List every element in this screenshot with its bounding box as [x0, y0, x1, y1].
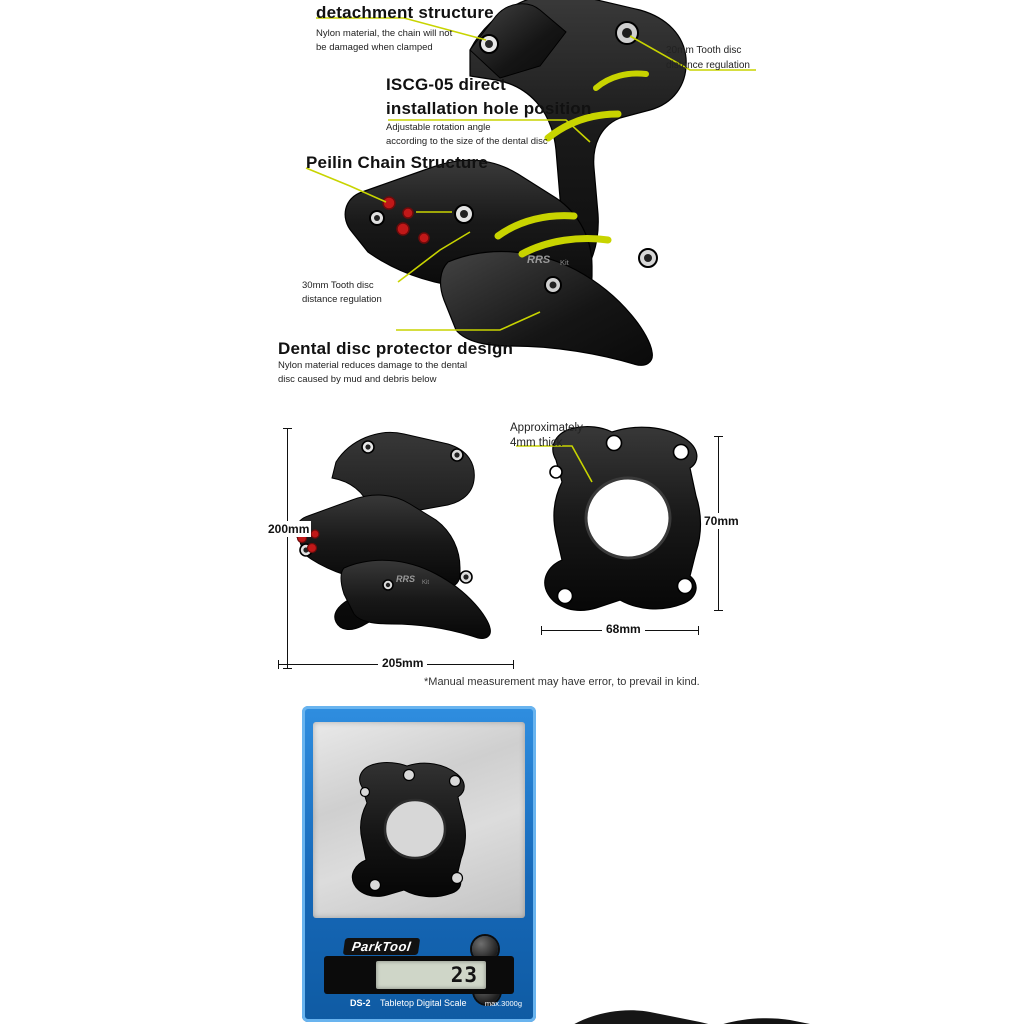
scale-reading: 23 — [450, 963, 478, 987]
callout-iscg-desc-1: Adjustable rotation angle — [386, 122, 491, 133]
part-logo: RRS — [527, 254, 551, 266]
callout-tooth20-line1: 20mm Tooth disc — [666, 45, 742, 56]
callout-iscg-line1: ISCG-05 direct — [386, 75, 506, 94]
scale-footer — [302, 998, 536, 1016]
scale-brand-label: ParkTool — [343, 938, 421, 955]
callout-protector-desc-2: disc caused by mud and debris below — [278, 374, 437, 385]
section2-artwork — [0, 410, 1024, 690]
scale-model: DS-2 — [350, 998, 371, 1008]
guard-side-view — [296, 432, 491, 638]
dimension-70mm-label: 70mm — [704, 514, 739, 528]
scale-lcd-window — [376, 961, 486, 989]
callout-protector-desc-1: Nylon material reduces damage to the dental — [278, 360, 468, 371]
iscg-adapter-ring — [545, 427, 701, 611]
scale-name: Tabletop Digital Scale — [380, 998, 467, 1008]
part-logo-suffix: Kit — [560, 258, 569, 267]
dimension-205mm-label: 205mm — [378, 656, 427, 670]
thickness-callout-line2: 4mm thick — [510, 437, 563, 449]
dimension-drawing-svg — [0, 410, 1024, 690]
scale-max-capacity: max.3000g — [484, 999, 522, 1008]
next-section-teaser — [540, 1000, 880, 1024]
callout-peilin-title: Peilin Chain Structure — [306, 153, 488, 172]
digital-scale-photo — [302, 706, 536, 1022]
callout-detachment-desc-2: be damaged when clamped — [316, 42, 433, 53]
callout-tooth30-line1: 30mm Tooth disc — [302, 280, 374, 291]
dimension-200mm-label: 200mm — [268, 522, 310, 536]
callout-iscg-line2: installation hole position — [386, 99, 592, 118]
svg-text:RRS: RRS — [396, 574, 416, 584]
callout-tooth30-line2: distance regulation — [302, 294, 382, 305]
teaser-part-silhouette — [540, 1000, 880, 1024]
callout-tooth20-line2: distance regulation — [666, 60, 750, 71]
scale-weighing-plate — [313, 722, 525, 918]
dimension-68mm-label: 68mm — [602, 622, 645, 636]
callout-detachment-desc-1: Nylon material, the chain will not — [316, 28, 453, 39]
measurement-disclaimer: *Manual measurement may have error, to prevail in kind. — [424, 676, 700, 688]
callout-protector-title: Dental disc protector design — [278, 339, 514, 358]
callout-iscg-desc-2: according to the size of the dental disc — [386, 136, 548, 147]
callout-detachment-title: detachment structure — [316, 3, 494, 22]
svg-text:Kit: Kit — [422, 580, 430, 586]
scale-lcd-bezel — [324, 956, 514, 994]
thickness-callout-line1: Approximately — [510, 422, 583, 434]
iscg-ring-on-scale — [349, 758, 499, 888]
